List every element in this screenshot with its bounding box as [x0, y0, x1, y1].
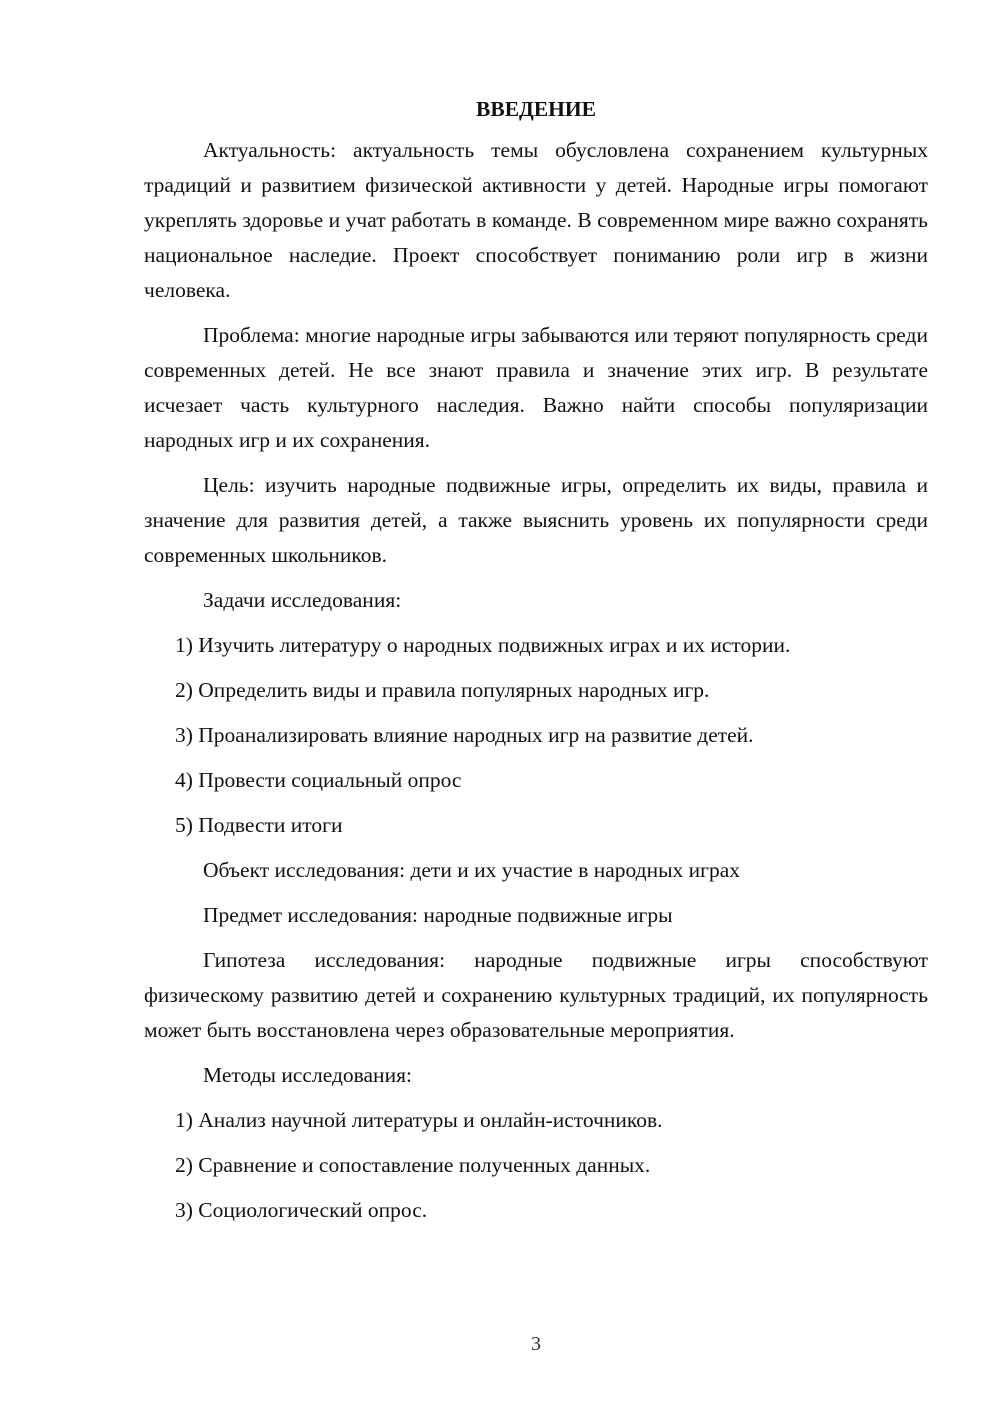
- task-item: 2) Определить виды и правила популярных народных игр.: [175, 678, 710, 702]
- page-number: 3: [531, 1333, 541, 1355]
- goal-paragraph: Цель: изучить народные подвижные игры, определить их виды, правила и значение для развития детей, а также выяснить уровень их популярности среди современных школьников.: [144, 473, 928, 567]
- tasks-heading: Задачи исследования:: [203, 588, 402, 612]
- methods-heading: Методы исследования:: [203, 1063, 412, 1087]
- task-item: 3) Проанализировать влияние народных игр на развитие детей.: [175, 723, 754, 747]
- task-item: 5) Подвести итоги: [175, 813, 343, 837]
- subject-line: Предмет исследования: народные подвижные игры: [203, 903, 673, 927]
- method-item: 2) Сравнение и сопоставление полученных данных.: [175, 1153, 651, 1177]
- relevance-paragraph: Актуальность: актуальность темы обусловлена сохранением культурных традиций и развитием физической активности у детей. Народные игры помогают укреплять здоровье и учат работать в команде. В современном мире важно сохранять национальное наследие. Проект способствует пониманию роли игр в жизни человека.: [144, 138, 928, 302]
- task-item: 4) Провести социальный опрос: [175, 768, 462, 792]
- section-title: ВВЕДЕНИЕ: [476, 97, 596, 121]
- task-item: 1) Изучить литературу о народных подвижных играх и их истории.: [175, 633, 791, 657]
- object-line: Объект исследования: дети и их участие в народных играх: [203, 858, 741, 882]
- method-item: 1) Анализ научной литературы и онлайн-источников.: [175, 1108, 663, 1132]
- page-content: [144, 92, 928, 1238]
- method-item: 3) Социологический опрос.: [175, 1198, 428, 1222]
- hypothesis-paragraph: Гипотеза исследования: народные подвижные игры способствуют физическому развитию детей и сохранению культурных традиций, их популярность может быть восстановлена через образовательные мероприятия.: [144, 948, 928, 1042]
- problem-paragraph: Проблема: многие народные игры забываются или теряют популярность среди современных детей. Не все знают правила и значение этих игр. В результате исчезает часть культурного наследия. Важно найти способы популяризации народных игр и их сохранения.: [144, 323, 928, 452]
